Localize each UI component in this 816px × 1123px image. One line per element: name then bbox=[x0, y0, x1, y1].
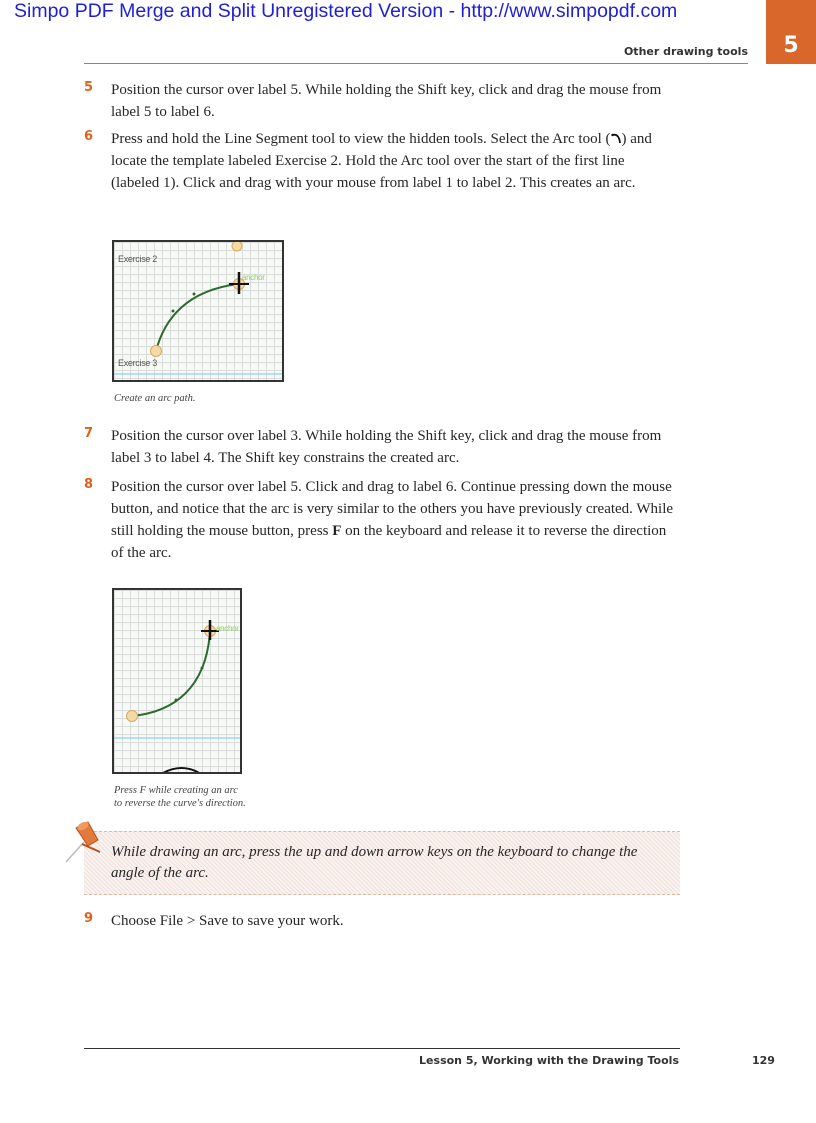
step-text: Position the cursor over label 5. Click and drag to label 6. Continue pressing down the mouse button, and notice that the arc is very similar to the others you have previously created. While still holding the mouse button, press F on the keyboard and release it to reverse the direction of the arc. bbox=[111, 479, 674, 561]
step-7 bbox=[84, 425, 674, 469]
step-9 bbox=[84, 910, 674, 932]
step-number: 9 bbox=[84, 911, 94, 926]
tip-text: While drawing an arc, press the up and down arrow keys on the keyboard to change the angle of the arc. bbox=[111, 844, 638, 881]
key-f: F bbox=[332, 523, 342, 539]
step-8 bbox=[84, 476, 674, 564]
arc-icon bbox=[611, 132, 622, 145]
figure-2-caption: Press F while creating an arc to reverse the curve's direction. bbox=[114, 785, 246, 809]
exercise-3-label: Exercise 3 bbox=[118, 358, 158, 368]
step-number: 7 bbox=[84, 426, 94, 441]
figure-1-caption: Create an arc path. bbox=[114, 393, 196, 404]
step-text: Position the cursor over label 5. While holding the Shift key, click and drag the mouse from label 5 to label 6. bbox=[111, 82, 662, 120]
exercise-2-label: Exercise 2 bbox=[118, 254, 158, 264]
anchor-label: anchor bbox=[216, 624, 239, 633]
chapter-tab: 5 bbox=[766, 0, 816, 64]
arc-figure-1 bbox=[112, 240, 284, 382]
header-rule bbox=[84, 63, 748, 64]
footer-title: Lesson 5, Working with the Drawing Tools bbox=[419, 1054, 679, 1067]
step-number: 8 bbox=[84, 477, 94, 492]
step-5 bbox=[84, 79, 674, 123]
page-number: 129 bbox=[752, 1054, 775, 1067]
step-text: Position the cursor over label 3. While holding the Shift key, click and drag the mouse from label 3 to label 4. The Shift key constrains the created arc. bbox=[111, 428, 662, 466]
step-number: 6 bbox=[84, 129, 94, 144]
step-text: Press and hold the Line Segment tool to view the hidden tools. Select the Arc tool ( ) and locate the template labeled Exercise 2. Hold the Arc tool over the start of the first line (labeled 1). Click and drag with your mouse from label 1 to label 2. This creates an arc. bbox=[111, 131, 652, 191]
step-6 bbox=[84, 128, 674, 194]
running-head: Other drawing tools bbox=[623, 45, 748, 58]
step-text: Choose File > Save to save your work. bbox=[111, 913, 344, 929]
footer-rule bbox=[84, 1048, 680, 1049]
step-number: 5 bbox=[84, 80, 94, 95]
watermark-text: Simpo PDF Merge and Split Unregistered Version - http://www.simpopdf.com bbox=[14, 0, 678, 22]
arc-diagram-2 bbox=[114, 590, 242, 774]
pushpin-icon bbox=[62, 818, 106, 866]
anchor-label: anchor bbox=[242, 273, 265, 282]
arc-figure-2 bbox=[112, 588, 242, 774]
